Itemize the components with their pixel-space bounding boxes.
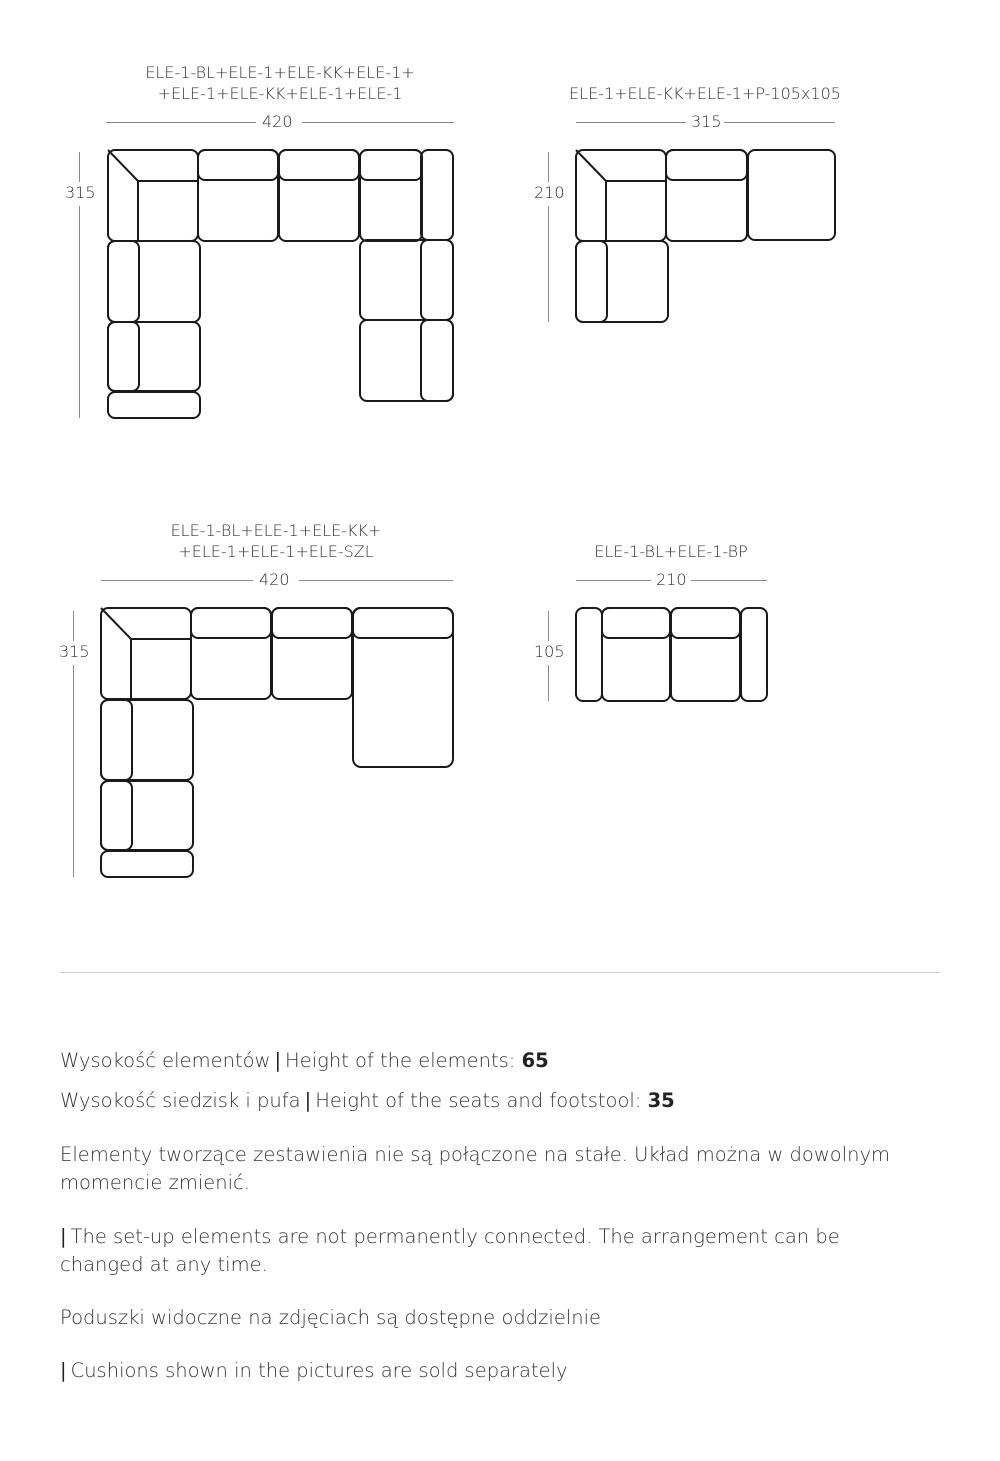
diagram-label-line: ELE-1+ELE-KK+ELE-1+P-105x105 (569, 84, 841, 103)
separator: | (60, 1359, 67, 1382)
note-en-text: The set-up elements are not permanently connected. The arrangement can be changed at any time. (60, 1225, 840, 1276)
height-seats-line (60, 1087, 920, 1115)
width-dimension-label: 315 (691, 112, 722, 131)
note-pl: Elementy tworzące zestawienia nie są połączone na stałe. Układ można w dowolnym momencie zmienić. (60, 1143, 891, 1194)
height-seats-value: 35 (647, 1089, 675, 1112)
cushions-en (60, 1357, 920, 1385)
height-seats-en: Height of the seats and footstool: (315, 1089, 642, 1112)
height-elements-pl: Wysokość elementów (60, 1049, 271, 1072)
height-elements-value: 65 (521, 1049, 549, 1072)
diagram-label-line: ELE-1-BL+ELE-1+ELE-KK+ELE-1+ (145, 63, 415, 82)
separator: | (274, 1049, 282, 1072)
height-seats-pl: Wysokość siedzisk i pufa (60, 1089, 301, 1112)
separator: | (60, 1225, 67, 1248)
width-dimension-label: 420 (262, 112, 293, 131)
height-dimension-label: 315 (59, 642, 90, 661)
diagram-label-line: ELE-1-BL+ELE-1+ELE-KK+ (170, 521, 382, 540)
section-divider (60, 972, 940, 973)
diagram-label-line: +ELE-1+ELE-1+ELE-SZL (178, 542, 374, 561)
note-en (60, 1223, 880, 1279)
height-elements-line (60, 1047, 920, 1075)
height-dimension-label: 210 (534, 183, 565, 202)
height-elements-en: Height of the elements: (285, 1049, 516, 1072)
diagram-label-line: +ELE-1+ELE-KK+ELE-1+ELE-1 (157, 84, 403, 103)
separator: | (304, 1089, 312, 1112)
cushions-pl: Poduszki widoczne na zdjęciach są dostępne oddzielnie (60, 1306, 602, 1329)
width-dimension-label: 210 (656, 570, 687, 589)
height-dimension-label: 105 (534, 642, 565, 661)
diagram-label-line: ELE-1-BL+ELE-1-BP (594, 542, 748, 561)
width-dimension-label: 420 (259, 570, 290, 589)
height-dimension-label: 315 (65, 183, 96, 202)
cushions-en-text: Cushions shown in the pictures are sold separately (70, 1359, 568, 1382)
